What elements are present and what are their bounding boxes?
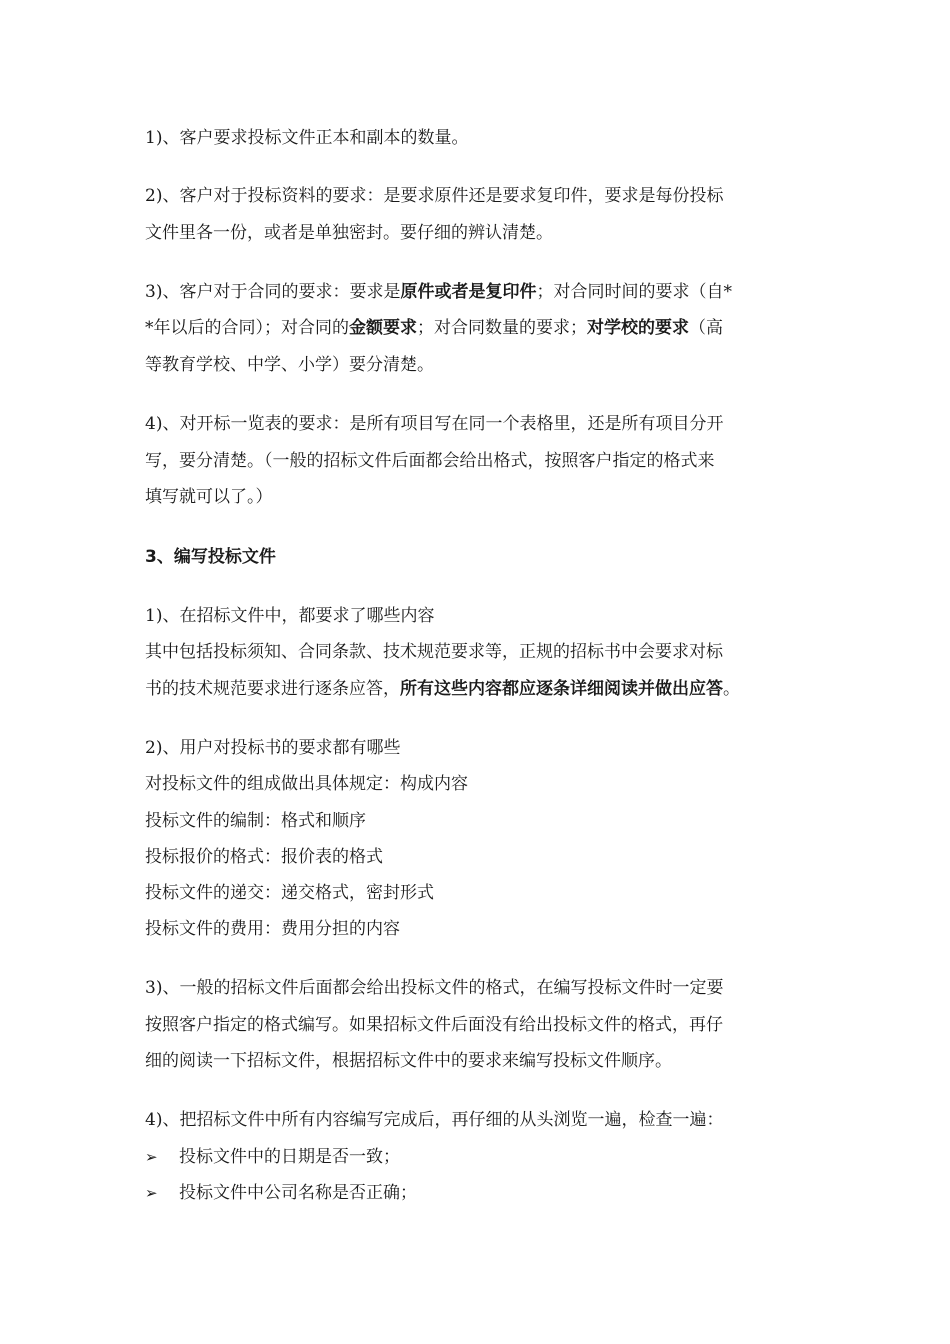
s3-paragraph-3-line-2: 按照客户指定的格式编写。如果招标文件后面没有给出投标文件的格式，再仔	[145, 1015, 723, 1035]
paragraph-3-line-3: 等教育学校、中学、小学）要分清楚。	[145, 355, 434, 375]
bullet-text: 投标文件中的日期是否一致；	[179, 1147, 400, 1167]
s3-paragraph-2-line-6: 投标文件的费用：费用分担的内容	[145, 919, 400, 939]
s3-paragraph-2-line-1: 2)、用户对投标书的要求都有哪些	[145, 738, 401, 758]
arrow-bullet-icon: ➢	[145, 1184, 158, 1202]
bold-amount-requirement: 金额要求	[349, 318, 417, 338]
s3-paragraph-1-line-2: 其中包括投标须知、合同条款、技术规范要求等，正规的招标书中会要求对标	[145, 642, 723, 662]
bullet-item-2	[145, 1181, 810, 1205]
s3-paragraph-2-line-2: 对投标文件的组成做出具体规定：构成内容	[145, 774, 468, 794]
paragraph-1-line-1: 1)、客户要求投标文件正本和副本的数量。	[145, 128, 469, 148]
s3-paragraph-2-line-5: 投标文件的递交：递交格式，密封形式	[145, 883, 434, 903]
text-run: *年以后的合同）；对合同的	[145, 318, 349, 338]
paragraph-3-line-1	[145, 280, 810, 304]
s3-paragraph-2-line-4: 投标报价的格式：报价表的格式	[145, 847, 383, 867]
paragraph-4-line-2: 写，要分清楚。（一般的招标文件后面都会给出格式，按照客户指定的格式来	[145, 451, 715, 471]
paragraph-2-line-1: 2)、客户对于投标资料的要求：是要求原件还是要求复印件，要求是每份投标	[145, 186, 724, 206]
s3-paragraph-4-line-1: 4)、把招标文件中所有内容编写完成后，再仔细的从头浏览一遍，检查一遍：	[145, 1110, 724, 1130]
s3-paragraph-1-line-1: 1)、在招标文件中，都要求了哪些内容	[145, 606, 435, 626]
text-run: 3)、客户对于合同的要求：要求是	[145, 282, 401, 302]
s3-paragraph-3-line-3: 细的阅读一下招标文件，根据招标文件中的要求来编写投标文件顺序。	[145, 1051, 672, 1071]
s3-paragraph-2-line-3: 投标文件的编制：格式和顺序	[145, 811, 366, 831]
text-run: 书的技术规范要求进行逐条应答，	[145, 679, 400, 699]
text-run: 。	[723, 679, 740, 699]
paragraph-3-line-2	[145, 316, 810, 340]
s3-paragraph-3-line-1: 3)、一般的招标文件后面都会给出投标文件的格式，在编写投标文件时一定要	[145, 978, 724, 998]
arrow-bullet-icon: ➢	[145, 1148, 158, 1166]
bullet-item-1	[145, 1145, 810, 1169]
s3-paragraph-1-line-3	[145, 677, 810, 701]
paragraph-4-line-1: 4)、对开标一览表的要求：是所有项目写在同一个表格里，还是所有项目分开	[145, 414, 724, 434]
bold-school-requirement: 对学校的要求	[587, 318, 689, 338]
paragraph-4-line-3: 填写就可以了。）	[145, 487, 273, 507]
text-run: ；对合同数量的要求；	[417, 318, 587, 338]
section-3-heading: 3、编写投标文件	[145, 547, 276, 567]
bold-read-and-answer: 所有这些内容都应逐条详细阅读并做出应答	[400, 679, 723, 699]
paragraph-2-line-2: 文件里各一份，或者是单独密封。要仔细的辨认清楚。	[145, 223, 553, 243]
bold-original-or-copy: 原件或者是复印件	[400, 282, 537, 302]
bullet-text: 投标文件中公司名称是否正确；	[179, 1183, 417, 1203]
text-run: ；对合同时间的要求（自*	[536, 282, 732, 302]
text-run: （高	[689, 318, 723, 338]
